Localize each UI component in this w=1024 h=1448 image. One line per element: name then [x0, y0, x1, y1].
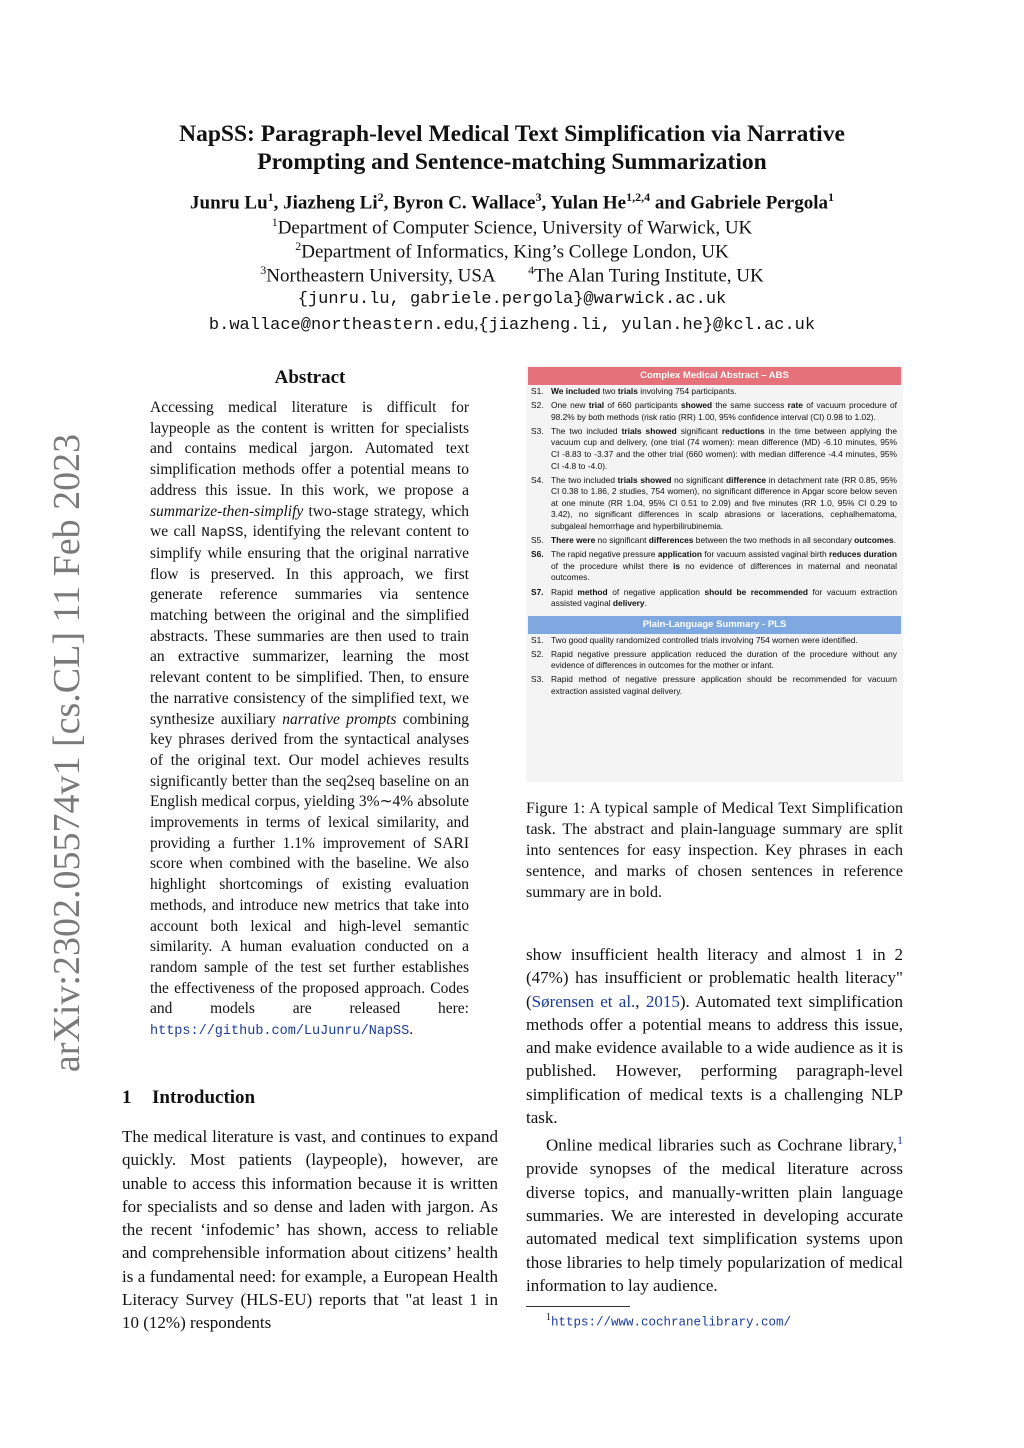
sentence-text: Rapid negative pressure application reduced the duration of the procedure without any evidence of differences in outcomes for the mother or infant.: [551, 648, 897, 671]
author-name: Jiazheng Li: [283, 192, 378, 214]
citation-link[interactable]: 2015: [645, 991, 680, 1011]
arxiv-stamp: arXiv:2302.05574v1 [cs.CL] 11 Feb 2023: [46, 433, 88, 1073]
author-sup: 1: [827, 190, 834, 204]
author-name: Junru Lu: [190, 192, 268, 214]
email: {jiazheng.li, yulan.he}@kcl.ac.uk: [478, 316, 816, 335]
abstract-text: combining key phrases derived from the syntactical analyses of the original text. Our model achieves results significantly better than the seq2seq baseline on an English medical corpus, yielding 3%∼4% absolute improvements in terms of lexical similarity, and providing a further 1.1% improvement of SARI score when combined with the baseline. We also highlight shortcomings of existing evaluation methods, and introduce new metrics that take into account both lexical and high-level semantic similarity. A human evaluation conducted on a random sample of the test set further establishes the effectiveness of the proposed approach. Codes and models are released here:: [150, 710, 469, 1018]
author-list: Junru Lu$^1$, Jiazheng Li$^2$, Byron C. Wallace$^3$, Yulan He$^{1,2,4}$ and Gabriele Pergola$^1$: [190, 190, 834, 214]
paragraph-text: ). Automated text simplification methods offer a potential means to address this issue, and make evidence available to a wide audience as it is published. However, performing paragraph-level simplification of medical texts is a challenging NLP task.: [526, 991, 904, 1128]
sentence-label: S1.: [531, 634, 544, 645]
sentence-text: The rapid negative pressure application for vacuum assisted vaginal birth reduces duration of the procedure whilst there is no evidence of differences in maternal and neonatal outcomes.: [551, 549, 897, 583]
abstract-text: , identifying the relevant content to simplify while ensuring that the original narrative flow is preserved. In this approach, we first generate reference summaries via sentence matching between the original and the simplified abstracts. These summaries are then used to train an extractive summarizer, learning the most relevant content to be simplified. Then, to ensure the narrative consistency of the simplified text, we synthesize auxiliary: [150, 523, 470, 728]
abstract-text: Accessing medical literature is difficult for laypeople as the content is written for specialists and contains medical jargon. Automated text simplification methods offer a potential means to address this issue. In this work, we propose a: [150, 399, 469, 499]
footnote: [546, 1312, 791, 1329]
abstract-emphasis: summarize-then-simplify: [150, 502, 304, 520]
abstract-heading: Abstract: [274, 367, 346, 388]
sentence-text: We included two trials involving 754 participants.: [551, 386, 737, 396]
sentence-label: S6.: [531, 549, 544, 560]
footnote-mark: 1: [546, 1312, 551, 1323]
sentence-label: S2.: [531, 648, 544, 659]
paragraph: [526, 1129, 903, 1297]
abs-sentence: [526, 587, 903, 610]
pls-header-bar: Plain-Language Summary - PLS: [528, 616, 901, 634]
pls-sentence: [526, 635, 903, 647]
sentence-text: There were no significant differences between the two methods in all secondary outcomes.: [551, 535, 896, 546]
abstract-emphasis: narrative prompts: [282, 710, 397, 728]
affiliation-sup: 1: [271, 215, 278, 229]
affiliation-sup: 2: [295, 239, 302, 253]
footnote-marker[interactable]: 1: [897, 1133, 903, 1148]
author-sup: 1,2,4: [626, 190, 651, 204]
sentence-label: S3.: [531, 425, 544, 436]
affiliation-sup: 3: [260, 263, 267, 277]
author-name: Byron C. Wallace: [393, 192, 536, 214]
abs-sentence: [526, 475, 903, 533]
author-name: Gabriele Pergola: [690, 192, 828, 214]
affiliation-2: [110, 239, 914, 263]
author-sup: 3: [535, 190, 542, 204]
paragraph-text: provide synopses of the medical literature across diverse topics, and manually-written plain language summaries. We are interested in developing accurate automated medical text simplification systems upon those libraries to help timely popularization of medical information to lay audience.: [526, 1159, 903, 1295]
abstract-text: .: [409, 1021, 414, 1039]
abs-sentence: [526, 535, 903, 547]
affiliation-3-4: [110, 263, 914, 287]
title-line-1: NapSS: Paragraph-level Medical Text Simplification via Narrative: [179, 121, 845, 147]
section-heading-introduction: [122, 1087, 255, 1109]
sentence-text: The two included trials showed no significant difference in detachment rate (RR 0.85, 95% CI 0.38 to 1.86, 2 studies, 754 women), no significant difference in Apgar score below seven at one minute (RR 1.04, 95% CI 0.51 to 2.09) and five minutes (RR 1.0, 95% CI 0.29 to 3.42), no significant differences in scalp abrasions or lacerations, cephalhematoma, subgaleal hemorrhage and hyperbilirubinemia.: [551, 474, 897, 532]
affiliation-text: The Alan Turing Institute, UK: [534, 265, 764, 287]
paragraph-text: ,: [635, 991, 646, 1011]
affiliation-text: Northeastern University, USA: [266, 265, 495, 287]
footnote-rule: [526, 1306, 630, 1307]
introduction-text: The medical literature is vast, and continues to expand quickly. Most patients (laypeople), however, are unable to access this information because it is written for specialists and so dense and laden with jargon. As the recent ‘infodemic’ has shown, access to reliable and comprehensible information about citizens’ health is a fundamental need: for example, a European Health Literacy Survey (HLS-EU) reports that "at least 1 in 10 (12%) respondents: [122, 1127, 498, 1333]
sentence-label: S5.: [531, 535, 544, 546]
abstract-text: two-stage strategy, which we call: [150, 502, 469, 541]
section-number: 1: [122, 1087, 132, 1108]
email: b.wallace@northeastern.edu: [208, 316, 475, 335]
email-line-1: {junru.lu, gabriele.pergola}@warwick.ac.uk: [297, 290, 727, 309]
email-line-2: b.wallace@northeastern.edu,{jiazheng.li, yulan.he}@kcl.ac.uk: [208, 314, 816, 335]
abs-sentence: [526, 400, 903, 423]
affiliation-1: [110, 215, 914, 239]
paragraph: [526, 943, 903, 1129]
affiliation-sup: 4: [528, 263, 535, 277]
sentence-text: One new trial of 660 participants showed the same success rate of vacuum procedure of 98.2% by both methods (risk ratio (RR) 1.00, 95% confidence interval (CI) 0.98 to 1.02).: [551, 400, 897, 422]
sentence-text: The two included trials showed significant reductions in the time between applying the vacuum cup and delivery, (one trial (74 women): mean difference (MD) -6.10 minutes, 95% CI -8.83 to -3.37 and the other trial (660 women): with median difference -4.4 minutes, 95% CI -4.8 to -4.0).: [551, 425, 897, 471]
sentence-label: S7.: [531, 586, 544, 597]
affiliation-text: Department of Computer Science, University of Warwick, UK: [277, 217, 753, 239]
abs-header-bar: Complex Medical Abstract – ABS: [528, 367, 901, 385]
sentence-label: S1.: [531, 386, 544, 396]
abs-sentence: [526, 549, 903, 584]
author-sup: 1: [267, 190, 274, 204]
sentence-text: Two good quality randomized controlled trials involving 754 women were identified.: [551, 634, 858, 645]
paragraph-text: show insufficient health literacy and almost 1 in 2 (47%) has insufficient or problematic health literacy" (: [526, 945, 903, 1011]
abs-sentence: [526, 386, 903, 398]
right-column-text: [526, 943, 903, 1297]
figure-caption: Figure 1: A typical sample of Medical Text Simplification task. The abstract and plain-language summary are split into sentences for easy inspection. Key phrases in each sentence, and marks of chosen sentences in reference summary are in bold.: [526, 800, 903, 901]
sentence-text: Rapid method of negative pressure application should be recommended for vacuum extraction assisted vaginal delivery.: [551, 674, 897, 697]
abs-sentence: [526, 426, 903, 472]
figure-1: [526, 366, 903, 782]
title-line-2: Prompting and Sentence-matching Summarization: [257, 149, 767, 175]
sentence-label: S2.: [531, 400, 544, 411]
affiliation-text: Department of Informatics, King’s College London, UK: [301, 241, 729, 263]
footnote-link[interactable]: https://www.cochranelibrary.com/: [551, 1315, 792, 1330]
citation-link[interactable]: Sørensen et al.: [531, 991, 636, 1011]
author-sup: 2: [377, 190, 384, 204]
sentence-label: S4.: [531, 474, 544, 485]
abstract-body: [150, 398, 469, 1043]
pls-sentence: [526, 674, 903, 697]
author-name: Yulan He: [550, 192, 627, 214]
abs-sentence-list: [526, 386, 903, 610]
system-name: NapSS: [201, 525, 244, 542]
sentence-text: Rapid method of negative application should be recommended for vacuum extraction assisted vaginal delivery.: [551, 586, 898, 609]
pls-sentence-list: [526, 635, 903, 698]
section-title: Introduction: [152, 1087, 256, 1108]
paper-title: [110, 120, 914, 176]
pls-sentence: [526, 649, 903, 672]
code-link[interactable]: https://github.com/LuJunru/NapSS: [150, 1024, 410, 1040]
sentence-label: S3.: [531, 674, 544, 685]
paragraph-text: Online medical libraries such as Cochrane library,: [546, 1136, 897, 1156]
